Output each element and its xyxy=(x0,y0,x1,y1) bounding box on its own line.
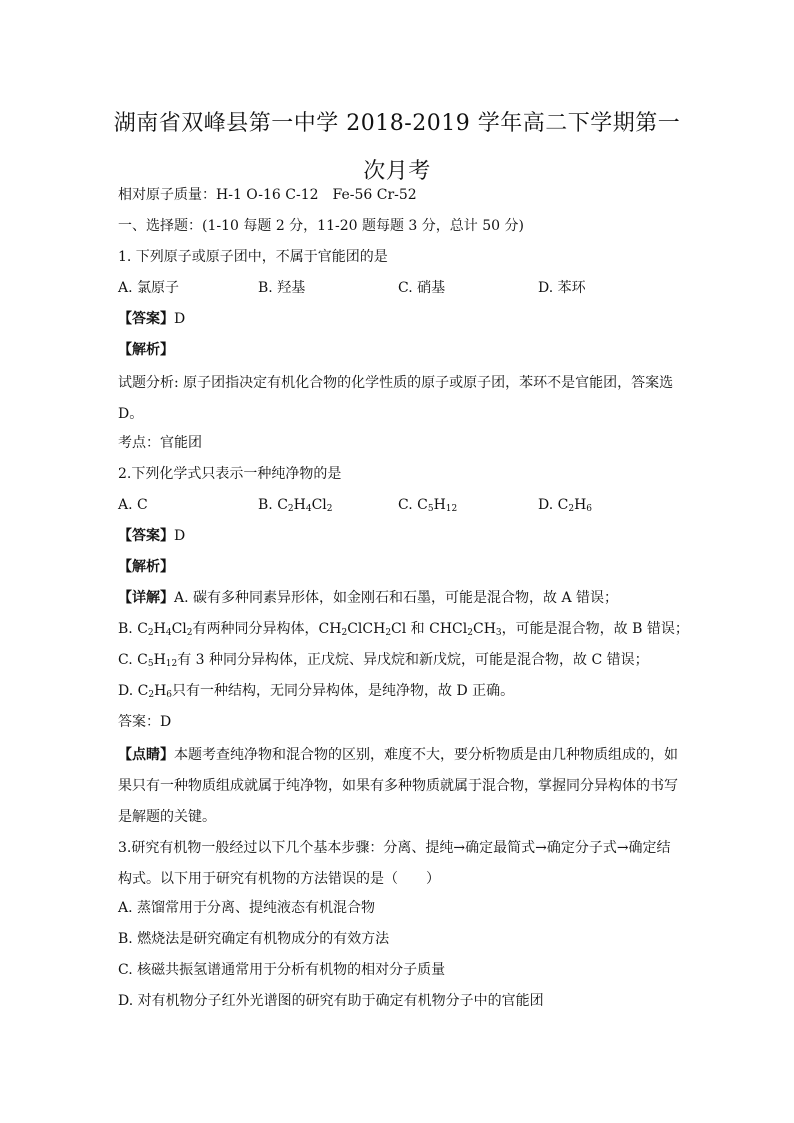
q2-point-text: 本题考查纯净物和混合物的区别，难度不大，要分析物质是由几种物质组成的，如果只有一种物质组成就属于纯净物，如果有多种物质就属于混合物，掌握同分异构体的书写是解题的关键。 xyxy=(118,747,678,825)
q1-option-c: C. 硝基 xyxy=(398,280,446,296)
subscript: 2 xyxy=(186,628,193,638)
q2-option-b-h: H xyxy=(293,497,306,513)
q1-stem: 1. 下列原子或原子团中，不属于官能团的是 xyxy=(118,249,388,265)
answer-tag: 【答案】 xyxy=(118,311,174,327)
q2-option-d xyxy=(538,492,678,523)
q2-detail-b-end: ，可能是混合物，故 B 错误； xyxy=(501,621,689,637)
subscript: 4 xyxy=(305,504,312,514)
subscript: 2 xyxy=(287,504,294,514)
q1-option-b: B. 羟基 xyxy=(258,280,306,296)
section-heading: 一、选择题：(1-10 每题 2 分，11-20 题每题 3 分，总计 50 分) xyxy=(118,218,524,234)
q2-detail-b xyxy=(118,616,689,647)
q2-detail-b-c1: ClCH xyxy=(347,621,386,637)
subscript: 12 xyxy=(445,504,458,514)
page-title: 湖南省双峰县第一中学 2018-2019 学年高二下学期第一次月考 xyxy=(113,111,681,184)
q1-answer xyxy=(118,306,678,337)
q2-option-c xyxy=(398,492,538,523)
q2-answer xyxy=(118,523,678,554)
q2-option-d-text: D. C xyxy=(538,497,569,513)
q3-stem: 3.研究有机物一般经过以下几个基本步骤：分离、提纯→确定最简式→确定分子式→确定结构式。以下用于研究有机物的方法错误的是（ ） xyxy=(118,840,671,887)
q2-detail-c-pre: C. C xyxy=(118,652,148,668)
q2-detail-b-pre: B. C xyxy=(118,621,148,637)
q2-detail-c-h: H xyxy=(153,652,166,668)
q1-options xyxy=(118,275,678,306)
subscript: 2 xyxy=(467,628,473,638)
q2-option-a xyxy=(118,492,258,523)
q1-analysis: 试题分析: 原子团指决定有机化合物的化学性质的原子或原子团，苯环不是官能团，答案选 D。 xyxy=(118,375,674,422)
q2-detail-c-rest: 有 3 种同分异构体，正戊烷、异戊烷和新戊烷，可能是混合物，故 C 错误； xyxy=(177,652,649,668)
subscript: 6 xyxy=(166,690,173,700)
q3-option-c: C. 核磁共振氢谱通常用于分析有机物的相对分子质量 xyxy=(118,962,446,978)
q3-option-d: D. 对有机物分子红外光谱图的研究有助于确定有机物分子中的官能团 xyxy=(118,993,544,1009)
q1-option-d: D. 苯环 xyxy=(538,280,586,296)
q2-point xyxy=(118,740,678,833)
q2-detail-b-rest: 有两种同分异构体，CH xyxy=(192,621,342,637)
q3-option-a: A. 蒸馏常用于分离、提纯液态有机混合物 xyxy=(118,900,376,916)
q2-detail-a-text: A. 碳有多种同素异形体，如金刚石和石墨，可能是混合物，故 A 错误； xyxy=(174,590,619,606)
subscript: 3 xyxy=(495,628,502,638)
q2-detail-c xyxy=(118,647,678,678)
subscript: 2 xyxy=(148,690,155,700)
q2-option-d-h: H xyxy=(574,497,587,513)
q2-detail-b-c2: Cl 和 CHCl xyxy=(391,621,468,637)
subscript: 2 xyxy=(147,628,154,638)
q2-option-a-text: A. C xyxy=(118,497,148,513)
q2-option-c-h: H xyxy=(433,497,446,513)
q2-options xyxy=(118,492,678,523)
q1-analysis-tag: 【解析】 xyxy=(118,342,174,358)
point-tag: 【点睛】 xyxy=(118,747,174,763)
q2-detail-d-h: H xyxy=(154,683,167,699)
q2-stem: 2.下列化学式只表示一种纯净物的是 xyxy=(118,466,342,482)
q2-option-c-text: C. C xyxy=(398,497,428,513)
q2-option-b-text: B. C xyxy=(258,497,288,513)
q2-answer-value: D xyxy=(174,528,186,544)
subscript: 2 xyxy=(326,504,333,514)
atomic-mass-line: 相对原子质量：H-1 O-16 C-12 Fe-56 Cr-52 xyxy=(118,187,417,203)
subscript: 12 xyxy=(165,659,178,669)
detail-tag: 【详解】 xyxy=(118,590,174,606)
q1-kaodian: 考点：官能团 xyxy=(118,435,202,451)
q2-detail-d-rest: 只有一种结构，无同分异构体，是纯净物，故 D 正确。 xyxy=(172,683,515,699)
q2-option-b xyxy=(258,492,398,523)
q2-detail-b-cl: Cl xyxy=(171,621,187,637)
q2-analysis-tag: 【解析】 xyxy=(118,559,174,575)
subscript: 2 xyxy=(385,628,392,638)
q3-option-b: B. 燃烧法是研究确定有机物成分的有效方法 xyxy=(118,931,390,947)
subscript: 2 xyxy=(568,504,575,514)
q2-final-answer: 答案：D xyxy=(118,714,172,730)
subscript: 2 xyxy=(341,628,348,638)
subscript: 6 xyxy=(586,504,593,514)
q2-option-b-cl: Cl xyxy=(311,497,327,513)
answer-tag: 【答案】 xyxy=(118,528,174,544)
q1-answer-value: D xyxy=(174,311,186,327)
q2-detail-b-h: H xyxy=(153,621,166,637)
subscript: 5 xyxy=(147,659,154,669)
q2-detail-d xyxy=(118,678,678,709)
subscript: 4 xyxy=(165,628,172,638)
q2-detail-d-pre: D. C xyxy=(118,683,149,699)
document-body xyxy=(118,182,689,1019)
subscript: 5 xyxy=(427,504,434,514)
q1-option-a: A. 氯原子 xyxy=(118,280,180,296)
q2-detail-b-c3: CH xyxy=(472,621,496,637)
q2-detail-a xyxy=(118,585,678,616)
